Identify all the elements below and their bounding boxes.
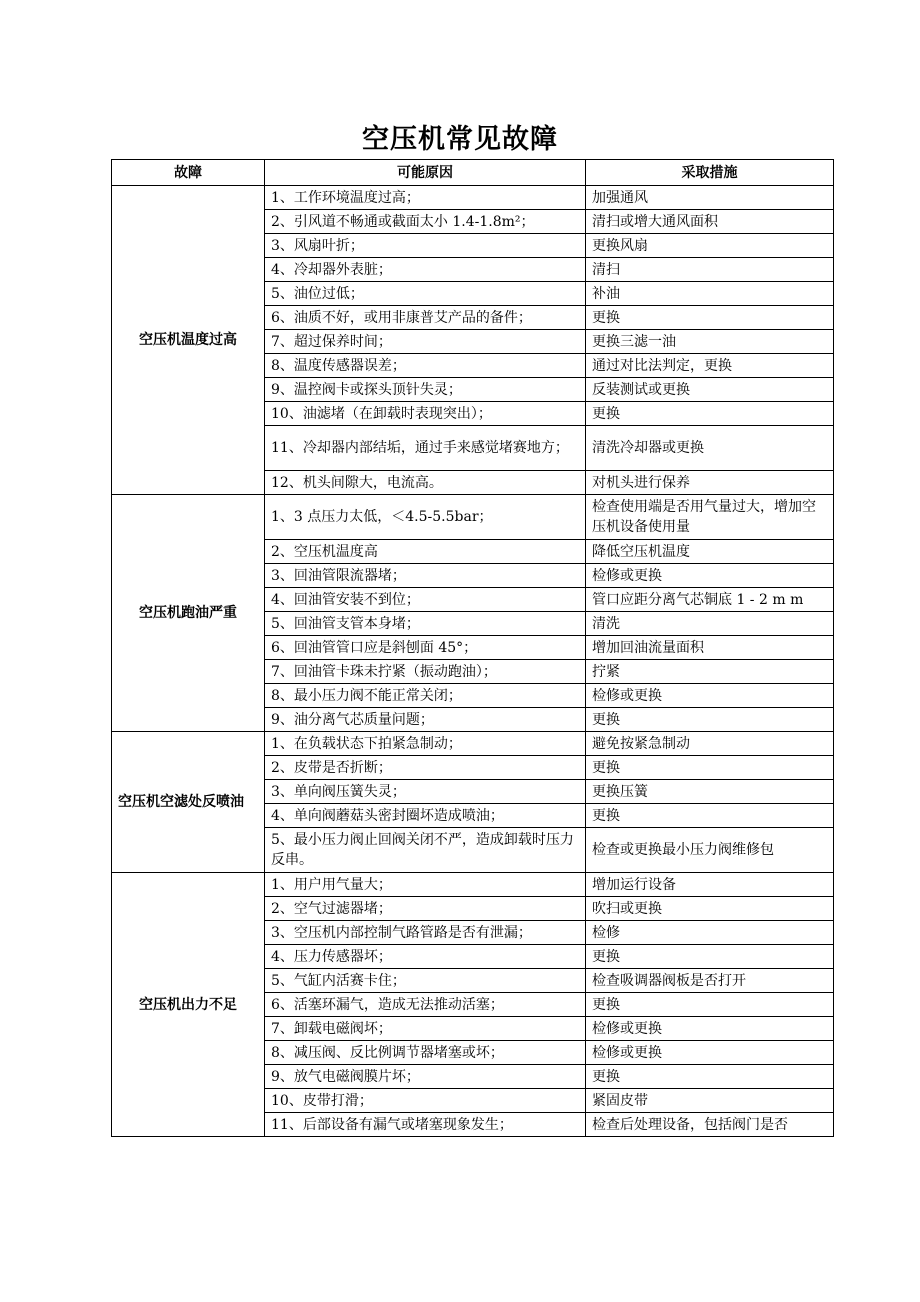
- cause-cell: 9、温控阀卡或探头顶针失灵；: [265, 378, 586, 402]
- measure-cell: 检查或更换最小压力阀维修包: [586, 828, 834, 873]
- measure-cell: 检修: [586, 921, 834, 945]
- measure-cell: 补油: [586, 282, 834, 306]
- measure-cell: 检修或更换: [586, 1041, 834, 1065]
- measure-cell: 通过对比法判定，更换: [586, 354, 834, 378]
- cause-cell: 7、卸载电磁阀坏；: [265, 1017, 586, 1041]
- measure-cell: 更换: [586, 402, 834, 426]
- cause-cell: 11、后部设备有漏气或堵塞现象发生；: [265, 1113, 586, 1137]
- table-row: [112, 495, 834, 540]
- cause-cell: 2、空压机温度高: [265, 540, 586, 564]
- fault-table: [111, 159, 834, 1137]
- header-fault: 故障: [112, 160, 265, 186]
- cause-cell: 4、压力传感器坏；: [265, 945, 586, 969]
- measure-cell: 更换: [586, 804, 834, 828]
- measure-cell: 增加回油流量面积: [586, 636, 834, 660]
- header-measure: 采取措施: [586, 160, 834, 186]
- measure-cell: 清洗: [586, 612, 834, 636]
- cause-cell: 2、引风道不畅通或截面太小 1.4-1.8m²；: [265, 210, 586, 234]
- cause-cell: 5、回油管支管本身堵；: [265, 612, 586, 636]
- cause-cell: 3、回油管限流器堵；: [265, 564, 586, 588]
- cause-cell: 9、油分离气芯质量问题；: [265, 708, 586, 732]
- cause-cell: 10、油滤堵（在卸载时表现突出）；: [265, 402, 586, 426]
- cause-cell: 3、空压机内部控制气路管路是否有泄漏；: [265, 921, 586, 945]
- measure-cell: 更换压簧: [586, 780, 834, 804]
- measure-cell: 更换: [586, 708, 834, 732]
- fault-name-cell: 空压机空滤处反喷油: [112, 732, 265, 873]
- cause-cell: 5、最小压力阀止回阀关闭不严，造成卸载时压力反串。: [265, 828, 586, 873]
- measure-cell: 紧固皮带: [586, 1089, 834, 1113]
- cause-cell: 6、回油管管口应是斜刨面 45°；: [265, 636, 586, 660]
- table-row: [112, 732, 834, 756]
- cause-cell: 2、空气过滤器堵；: [265, 897, 586, 921]
- measure-cell: 更换: [586, 993, 834, 1017]
- table-row: [112, 873, 834, 897]
- measure-cell: 检查吸调器阀板是否打开: [586, 969, 834, 993]
- measure-cell: 降低空压机温度: [586, 540, 834, 564]
- cause-cell: 12、机头间隙大，电流高。: [265, 471, 586, 495]
- cause-cell: 3、单向阀压簧失灵；: [265, 780, 586, 804]
- cause-cell: 6、油质不好，或用非康普艾产品的备件；: [265, 306, 586, 330]
- cause-cell: 8、最小压力阀不能正常关闭；: [265, 684, 586, 708]
- page-title: 空压机常见故障: [362, 124, 558, 155]
- measure-cell: 管口应距分离气芯铜底 1 - 2 m m: [586, 588, 834, 612]
- measure-cell: 吹扫或更换: [586, 897, 834, 921]
- measure-cell: 清洗冷却器或更换: [586, 426, 834, 471]
- cause-cell: 7、回油管卡珠未拧紧（振动跑油）；: [265, 660, 586, 684]
- measure-cell: 更换三滤一油: [586, 330, 834, 354]
- measure-cell: 反装测试或更换: [586, 378, 834, 402]
- cause-cell: 1、在负载状态下拍紧急制动；: [265, 732, 586, 756]
- measure-cell: 清扫: [586, 258, 834, 282]
- cause-cell: 4、单向阀蘑菇头密封圈坏造成喷油；: [265, 804, 586, 828]
- cause-cell: 8、减压阀、反比例调节器堵塞或坏；: [265, 1041, 586, 1065]
- measure-cell: 更换: [586, 945, 834, 969]
- cause-cell: 11、冷却器内部结垢，通过手来感觉堵赛地方；: [265, 426, 586, 471]
- cause-cell: 4、回油管安装不到位；: [265, 588, 586, 612]
- cause-cell: 5、气缸内活赛卡住；: [265, 969, 586, 993]
- measure-cell: 检修或更换: [586, 684, 834, 708]
- measure-cell: 更换风扇: [586, 234, 834, 258]
- cause-cell: 5、油位过低；: [265, 282, 586, 306]
- measure-cell: 增加运行设备: [586, 873, 834, 897]
- cause-cell: 4、冷却器外表脏；: [265, 258, 586, 282]
- cause-cell: 1、用户用气量大；: [265, 873, 586, 897]
- cause-cell: 2、皮带是否折断；: [265, 756, 586, 780]
- measure-cell: 对机头进行保养: [586, 471, 834, 495]
- cause-cell: 6、活塞环漏气，造成无法推动活塞；: [265, 993, 586, 1017]
- header-cause: 可能原因: [265, 160, 586, 186]
- cause-cell: 3、风扇叶折；: [265, 234, 586, 258]
- cause-cell: 9、放气电磁阀膜片坏；: [265, 1065, 586, 1089]
- fault-name-cell: 空压机温度过高: [112, 186, 265, 495]
- measure-cell: 拧紧: [586, 660, 834, 684]
- cause-cell: 10、皮带打滑；: [265, 1089, 586, 1113]
- cause-cell: 1、3 点压力太低，＜4.5-5.5bar；: [265, 495, 586, 540]
- fault-name-cell: 空压机出力不足: [112, 873, 265, 1137]
- cause-cell: 8、温度传感器误差；: [265, 354, 586, 378]
- measure-cell: 检查后处理设备，包括阀门是否: [586, 1113, 834, 1137]
- measure-cell: 加强通风: [586, 186, 834, 210]
- measure-cell: 更换: [586, 756, 834, 780]
- measure-cell: 避免按紧急制动: [586, 732, 834, 756]
- measure-cell: 清扫或增大通风面积: [586, 210, 834, 234]
- measure-cell: 检修或更换: [586, 564, 834, 588]
- table-row: [112, 186, 834, 210]
- fault-name-cell: 空压机跑油严重: [112, 495, 265, 732]
- cause-cell: 7、超过保养时间；: [265, 330, 586, 354]
- measure-cell: 检修或更换: [586, 1017, 834, 1041]
- measure-cell: 更换: [586, 1065, 834, 1089]
- cause-cell: 1、工作环境温度过高；: [265, 186, 586, 210]
- measure-cell: 更换: [586, 306, 834, 330]
- measure-cell: 检查使用端是否用气量过大，增加空压机设备使用量: [586, 495, 834, 540]
- table-header-row: [112, 160, 834, 186]
